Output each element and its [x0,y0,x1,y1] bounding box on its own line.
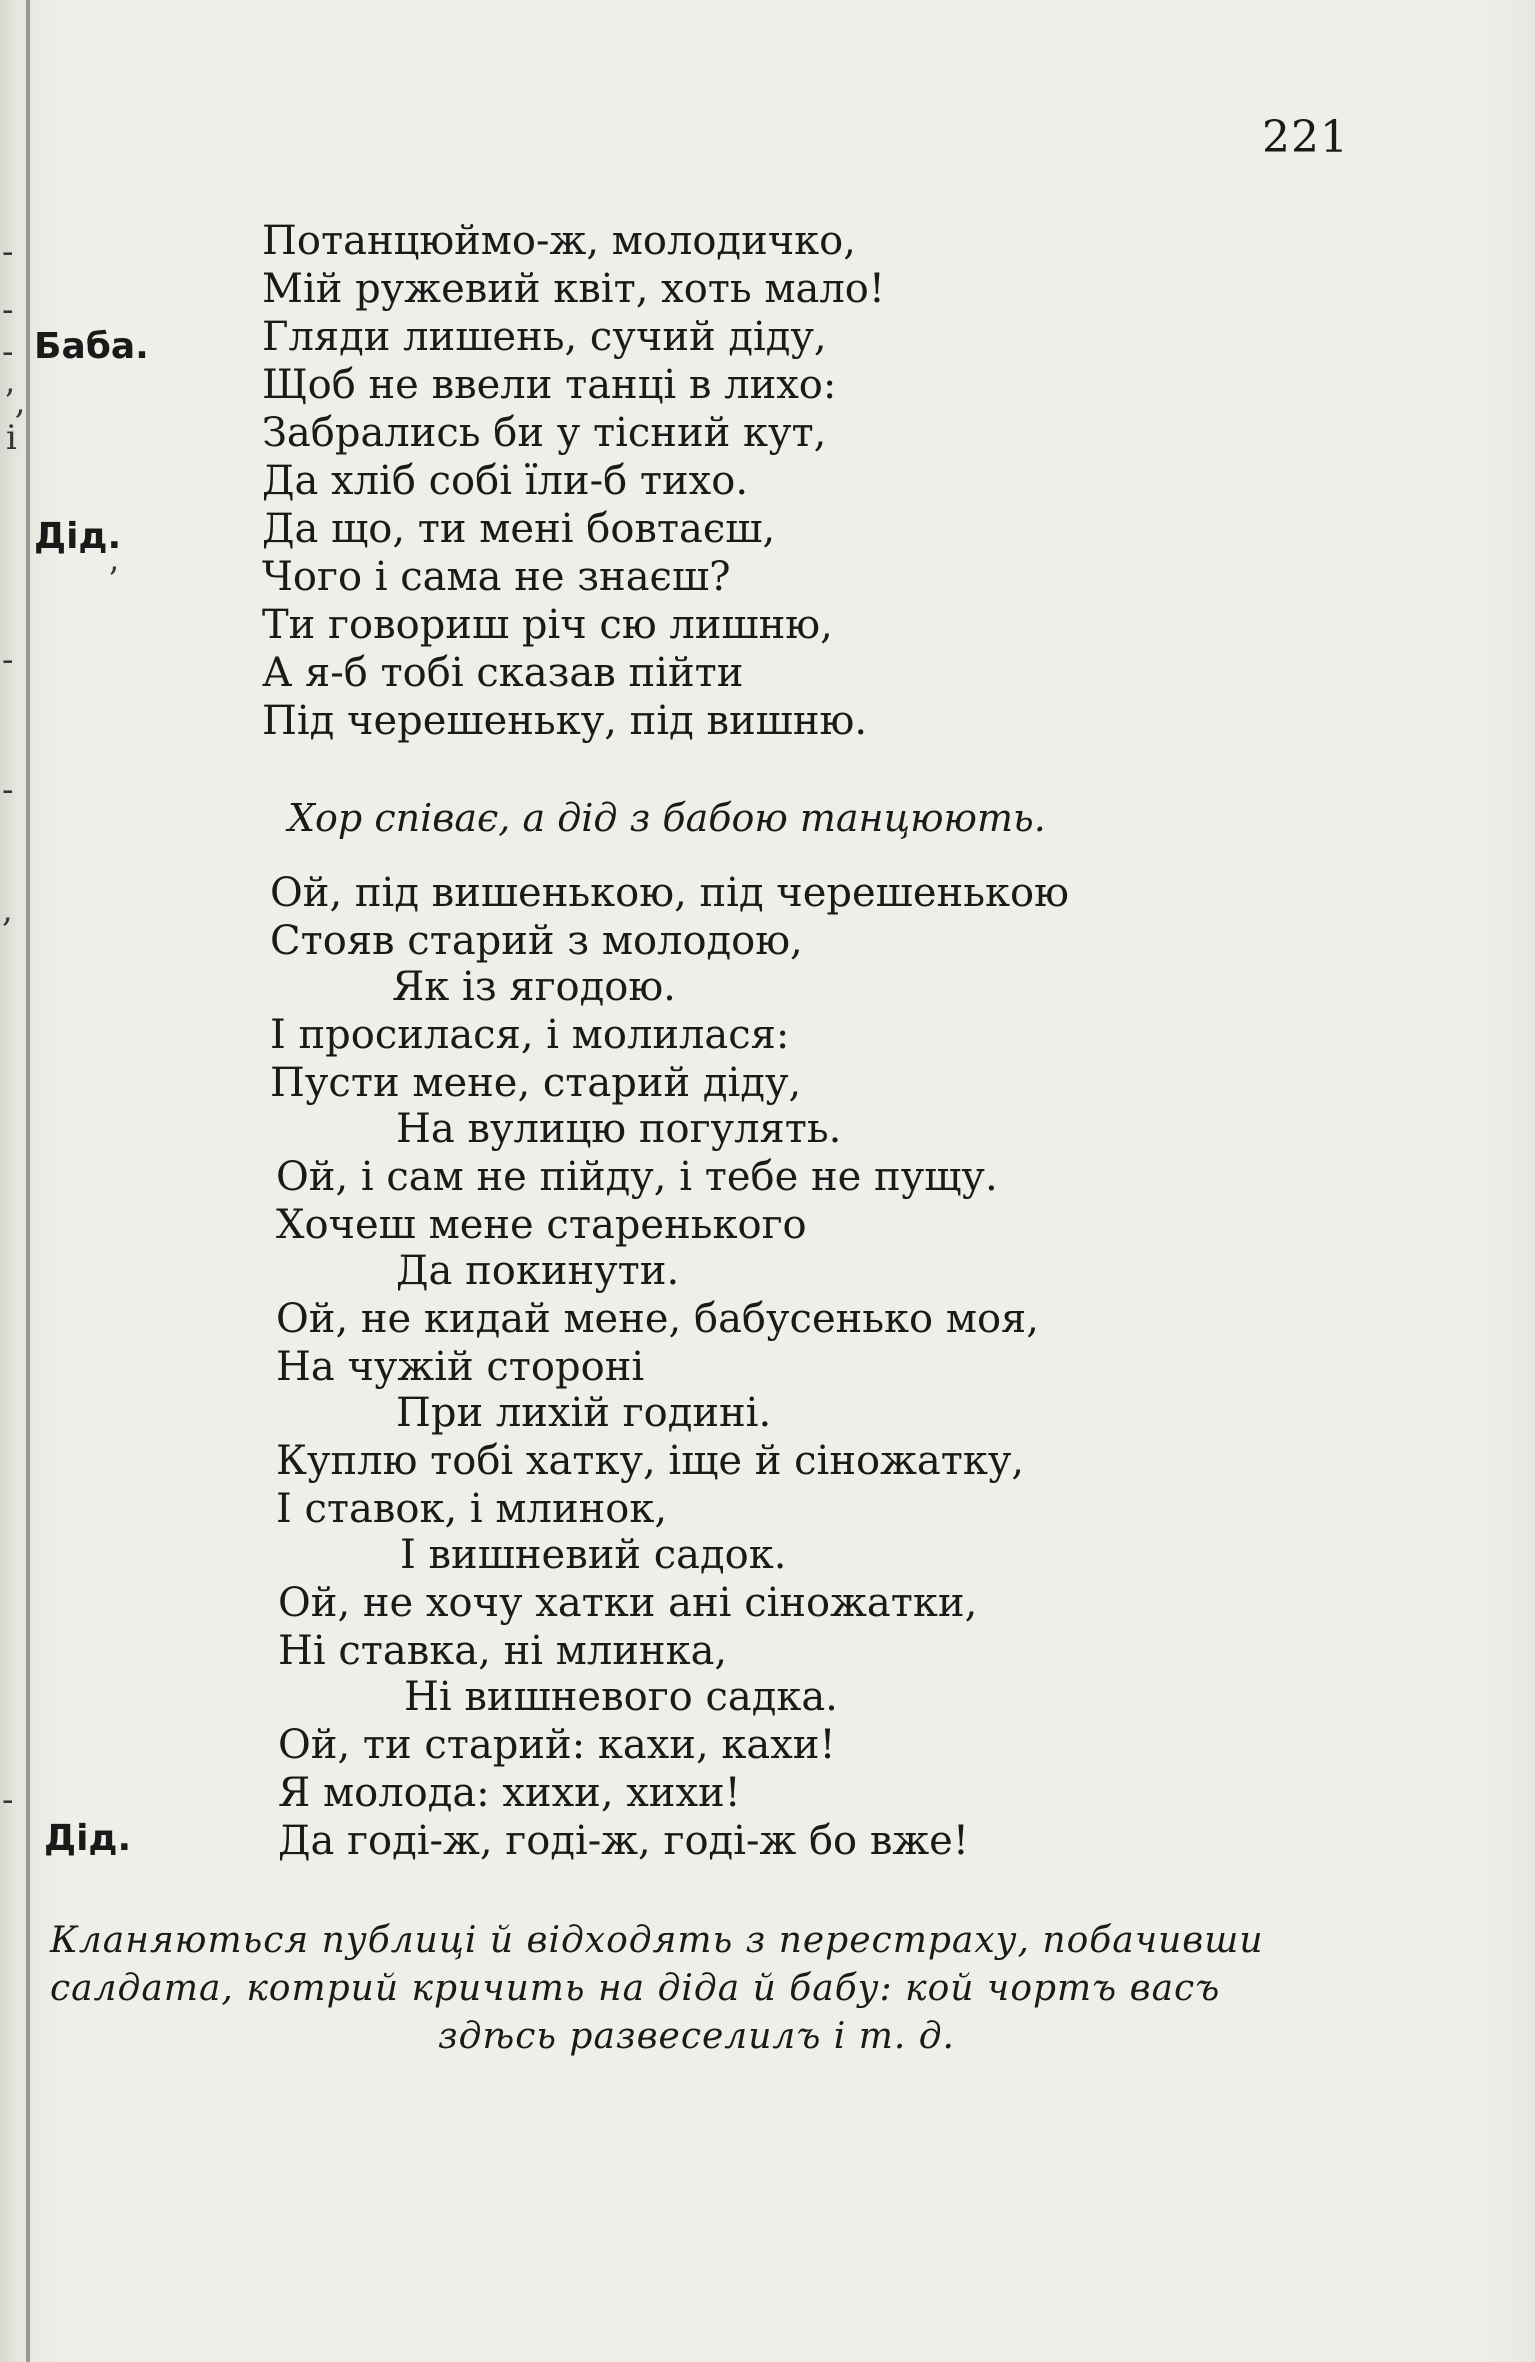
verse-line: Куплю тобі хатку, іще й сіножатку, [276,1438,1025,1484]
verse-line: Під черешеньку, під вишню. [262,698,868,744]
margin-mark: - [2,770,14,810]
stage-direction-line: Кланяються публиці й відходять з перестраху, побачивши [50,1920,1264,1961]
verse-line: Гляди лишень, сучий діду, [262,314,827,360]
margin-mark: - [2,332,14,372]
verse-line: При лихій годині. [396,1390,772,1436]
verse-line: Мій ружевий квіт, хоть мало! [262,266,885,312]
verse-line: Потанцюймо-ж, молодичко, [262,218,856,264]
verse-line: Забрались би у тісний кут, [262,410,827,456]
verse-line: Щоб не ввели танці в лихо: [262,362,837,408]
margin-mark: - [2,1780,14,1820]
verse-line: Ой, і сам не пійду, і тебе не пущу. [276,1154,998,1200]
verse-line: А я-б тобі сказав пійти [262,650,744,696]
speaker-did: Дід. [34,516,122,557]
verse-line: Ні вишневого садка. [404,1674,838,1720]
verse-line: Стояв старий з молодою, [270,918,803,964]
margin-mark: ’, [4,382,26,422]
page-number: 221 [1262,112,1349,163]
verse-line: Я молода: хихи, хихи! [278,1770,741,1816]
verse-line: Да що, ти мені бовтаєш, [262,506,776,552]
verse-line: Ні ставка, ні млинка, [278,1628,728,1674]
speaker-baba: Баба. [34,326,149,367]
verse-line: І просилася, і молилася: [270,1012,790,1058]
verse-line: Ой, не кидай мене, бабусенько моя, [276,1296,1039,1342]
verse-line: Ой, під вишенькою, під черешенькою [270,870,1069,916]
margin-mark: і [6,418,17,458]
verse-line: Ой, ти старий: кахи, кахи! [278,1722,836,1768]
verse-line: І вишневий садок. [400,1532,787,1578]
stage-direction: Хор співає, а дід з бабою танцюють. [288,796,1046,840]
verse-line: Да покинути. [396,1248,680,1294]
margin-mark: - [2,290,14,330]
verse-line: Хочеш мене старенького [276,1202,807,1248]
margin-mark: , [2,890,13,930]
margin-mark: - [2,232,14,272]
verse-line: На чужій стороні [276,1344,645,1390]
verse-line: На вулицю погулять. [396,1106,842,1152]
margin-mark: - [2,640,14,680]
verse-line: Чого і сама не знаєш? [262,554,731,600]
verse-line: Да хліб собі їли-б тихо. [262,458,749,504]
verse-line: Пусти мене, старий діду, [270,1060,802,1106]
verse-line: І ставок, і млинок, [276,1486,668,1532]
margin-mark: ’ [108,560,119,600]
stage-direction-line: здѣсь развеселилъ і т. д. [438,2016,955,2057]
verse-line: Да годі-ж, годі-ж, годі-ж бо вже! [278,1818,969,1864]
binding-gutter [26,0,30,2362]
verse-line: Як із ягодою. [392,964,676,1010]
stage-direction-line: салдата, котрий кричить на діда й бабу: кой чортъ васъ [50,1968,1221,2009]
verse-line: Ой, не хочу хатки ані сіножатки, [278,1580,978,1626]
verse-line: Ти говориш річ сю лишню, [262,602,833,648]
speaker-did: Дід. [44,1818,132,1859]
